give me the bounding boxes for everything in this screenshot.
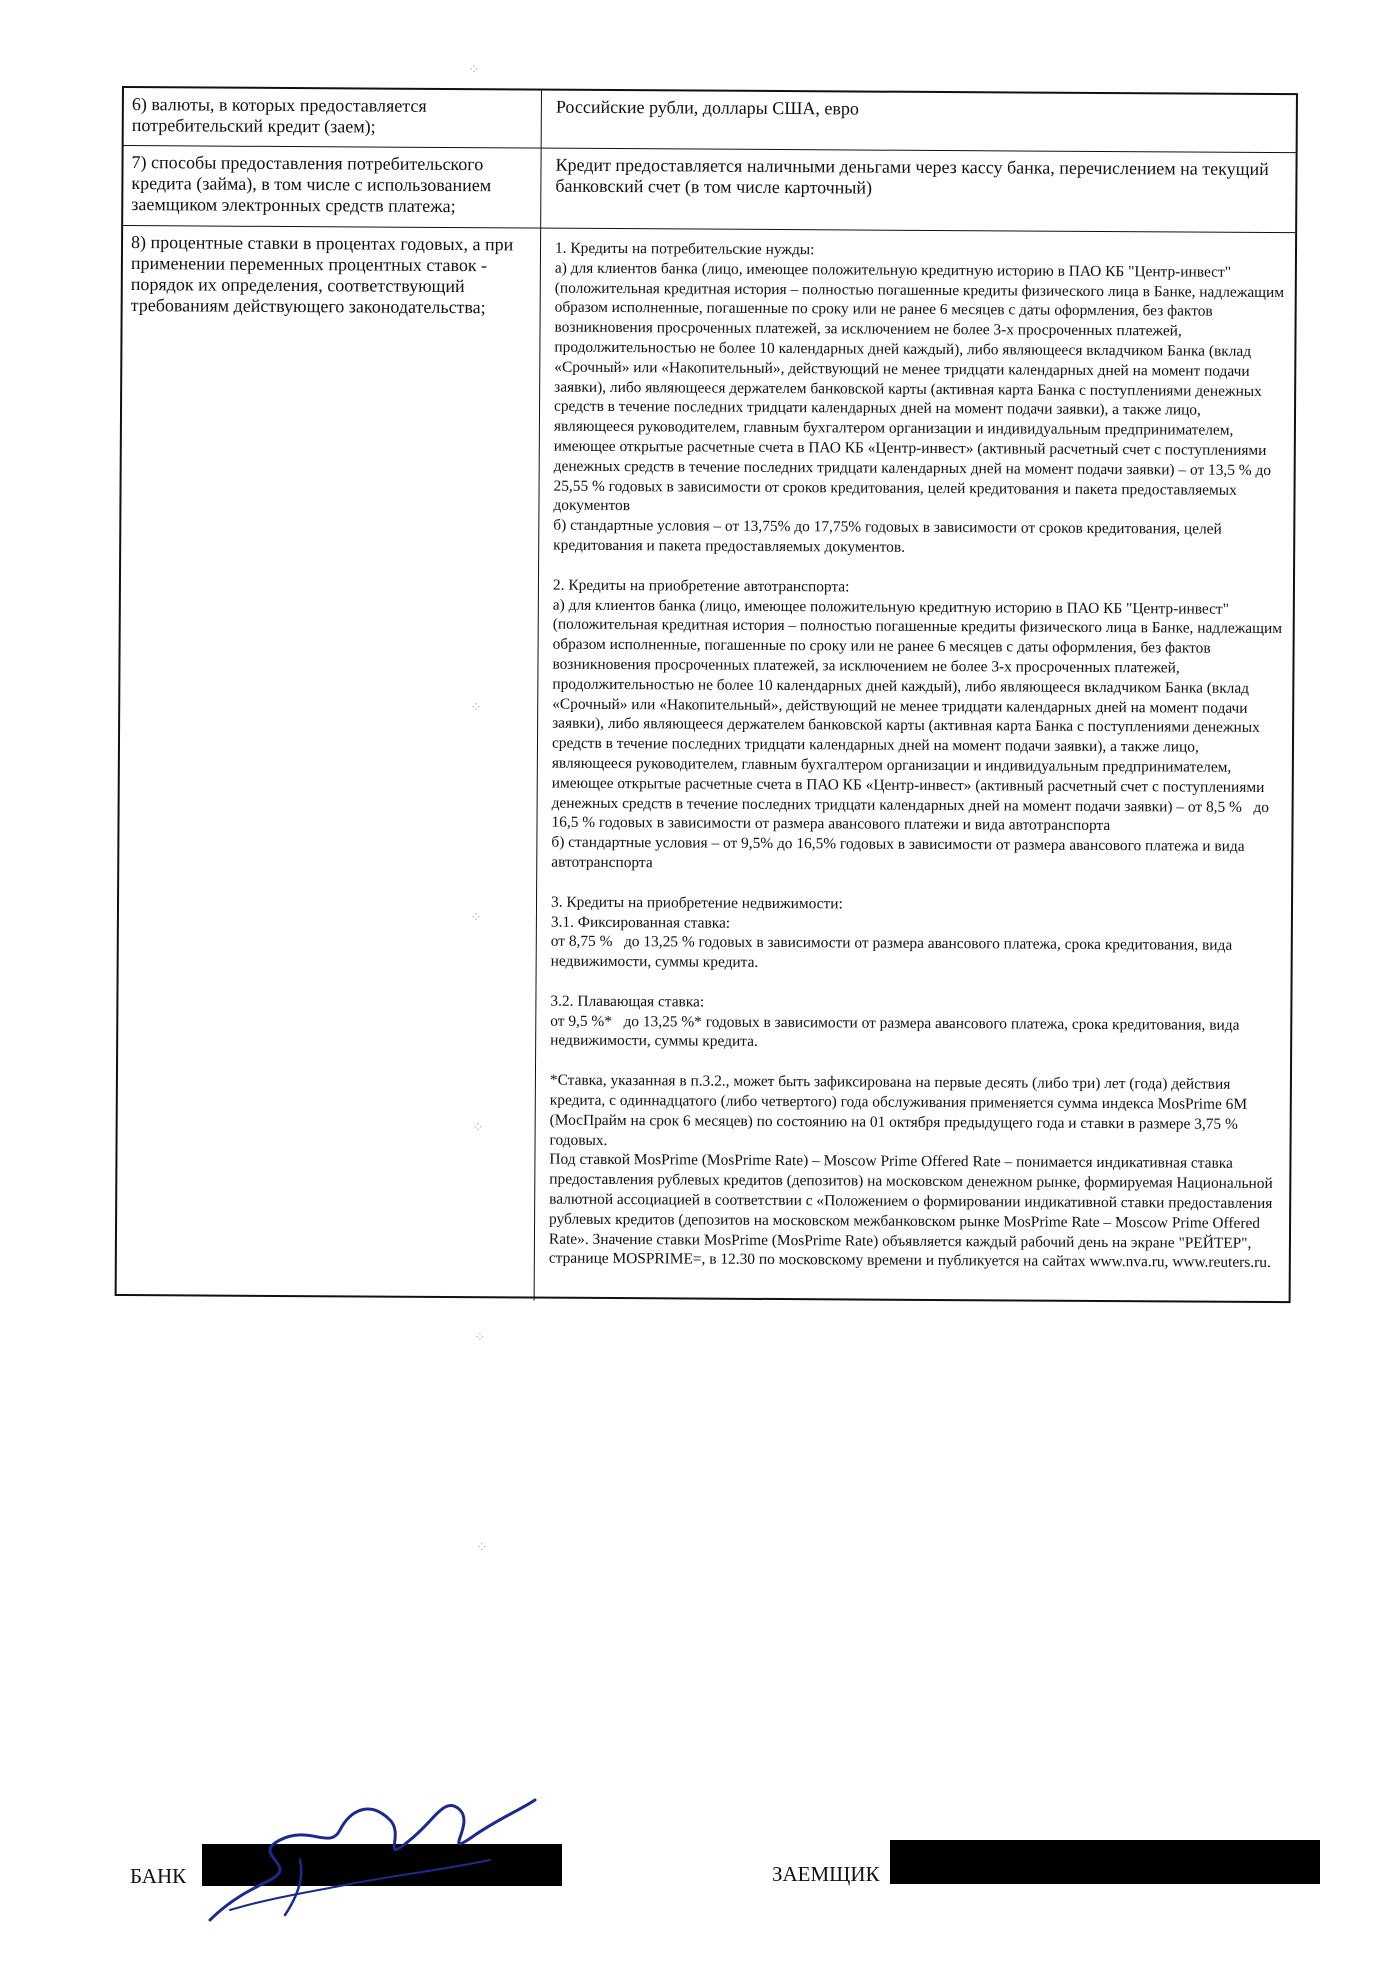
scan-speck: ⁘	[476, 1540, 488, 1556]
rate-paragraph: б) стандартные условия – от 9,5% до 16,5% годовых в зависимости от размера авансового платежа и вида автотранспорта	[551, 833, 1249, 872]
borrower-label: ЗАЕМЩИК	[772, 1862, 880, 1886]
scan-speck: ⁘	[474, 1330, 486, 1346]
scan-speck: ⁘	[472, 1120, 484, 1136]
footnote-paragraph: Под ставкой MosPrime (MosPrime Rate) – Moscow Prime Offered Rate – понимается индикативная ставка предоставления рублевых кредитов (депозитов) на московском денежном рынке, формируемая Национальной валютной ассоциацией в соответствии с «Положением о формировании индикативной ставки предоставления рублевых кредитов (депозитов на московском межбанковском рынке MosPrime Rate – Moscow Prime Offered Rate». Значение ставки MosPrime (MosPrime Rate) объявляется каждый рабочий день на экране "РЕЙТЕР", странице MOSPRIME=, в 12.30 по московскому времени и публикуется на сайтах www.nva.ru, www.reuters.ru.	[548, 1151, 1277, 1272]
rate-paragraph: от 8,75 % до 13,25 % годовых в зависимости от размера авансового платежа, срока кредитования, вида недвижимости, суммы кредита.	[550, 932, 1237, 971]
term-cell: 8) процентные ставки в процентах годовых, а при применении переменных процентных ставок - порядок их определения, соответствующий требованиям действующего законодательства;	[117, 226, 542, 1301]
term-cell: 6) валюты, в которых предоставляется потребительский кредит (заем);	[124, 88, 542, 148]
rate-heading-auto: 2. Кредиты на приобретение автотранспорта:	[552, 576, 850, 596]
rate-paragraph: а) для клиентов банка (лицо, имеющее положительную кредитную историю в ПАО КБ "Центр-инвест" (положительная кредитная история – полностью погашенные кредиты физического лица в Банке, надлежащим образом исполненные, погашенные по сроку или не ранее 6 месяцев с даты оформления, без фактов возникновения просроченных платежей, за исключением не более 3-х просроченных платежей, продолжительностью не более 10 календарных дней каждый), либо являющееся вкладчиком Банка (вклад «Срочный» или «Накопительный», действующий не менее тридцати календарных дней на момент подачи заявки), либо являющееся держателем банковской карты (активная карта Банка с поступлениями денежных средств в течение последних тридцати календарных дней на момент подачи заявки), а также лицо, являющееся руководителем, главным бухгалтером организации и индивидуальным предпринимателем, имеющее открытые расчетные счета в ПАО КБ «Центр-инвест» (активный расчетный счет с поступлениями денежных средств в течение последних тридцати календарных дней на момент подачи заявки) – от 8,5 % до 16,5 % годовых в зависимости от размера авансового платежи и вида автотранспорта	[551, 596, 1286, 835]
rate-subheading: 3.2. Плавающая ставка:	[550, 992, 705, 1011]
value-cell: Кредит предоставляется наличными деньгами через кассу банка, перечислением на текущий банковский счет (в том числе карточный)	[555, 154, 1269, 198]
scan-speck: ⁘	[470, 700, 482, 716]
rate-heading-realty: 3. Кредиты на приобретение недвижимости:	[550, 893, 843, 913]
rate-paragraph: а) для клиентов банка (лицо, имеющее положительную кредитную историю в ПАО КБ "Центр-инвест" (положительная кредитная история – полностью погашенные кредиты физического лица в Банке, надлежащим образом исполненные, погашенные по сроку или не ранее 6 месяцев с даты оформления, без фактов возникновения просроченных платежей, за исключением не более 3-х просроченных платежей, продолжительностью не более 10 календарных дней каждый), либо являющееся вкладчиком Банка (вклад «Срочный» или «Накопительный», действующий не менее тридцати календарных дней на момент подачи заявки), либо являющееся держателем банковской карты (активная карта Банка с поступлениями денежных средств в течение последних тридцати календарных дней на момент подачи заявки), а также лицо, являющееся руководителем, главным бухгалтером организации и индивидуальным предпринимателем, имеющее открытые расчетные счета в ПАО КБ «Центр-инвест» (активный расчетный счет с поступлениями денежных средств в течение последних тридцати календарных дней на момент подачи заявки) – от 13,5 % до 25,55 % годовых в зависимости от сроков кредитования, целей кредитования и пакета предоставляемых документов	[553, 259, 1288, 515]
table-row	[124, 88, 1296, 153]
signature-block	[0, 1780, 1400, 1940]
handwritten-signature-icon	[190, 1780, 550, 1930]
redacted-borrower-signatory	[890, 1840, 1320, 1884]
bank-label: БАНК	[130, 1864, 187, 1888]
rate-paragraph: от 9,5 %* до 13,25 %* годовых в зависимости от размера авансового платежа, срока кредитования, вида недвижимости, суммы кредита.	[550, 1012, 1244, 1051]
scan-speck: ⁘	[470, 910, 482, 926]
terms-table	[115, 86, 1298, 1303]
rate-subheading: 3.1. Фиксированная ставка:	[550, 913, 731, 932]
table-row	[117, 226, 1296, 1305]
scan-speck: ⁘	[468, 62, 480, 78]
rate-paragraph: б) стандартные условия – от 13,75% до 17,75% годовых в зависимости от сроков кредитования, целей кредитования и пакета предоставляемых документов.	[553, 516, 1226, 556]
table-row	[123, 146, 1295, 233]
term-cell: 7) способы предоставления потребительского кредита (займа), в том числе с использованием заемщиком электронных средств платежа;	[123, 146, 541, 228]
value-cell	[537, 229, 1296, 1306]
value-cell: Российские рубли, доллары США, евро	[555, 96, 860, 119]
footnote-paragraph: *Ставка, указанная в п.3.2., может быть зафиксирована на первые десять (либо три) лет (года) действия кредита, с одиннадцатого (либо четвертого) года обслуживания применяется сумма индекса MosPrime 6M (МосПрайм на срок 6 месяцев) по состоянию на 01 октября предыдущего года и ставки в размере 3,75 % годовых.	[549, 1071, 1251, 1149]
rate-heading-consumer: 1. Кредиты на потребительские нужды:	[554, 239, 815, 259]
